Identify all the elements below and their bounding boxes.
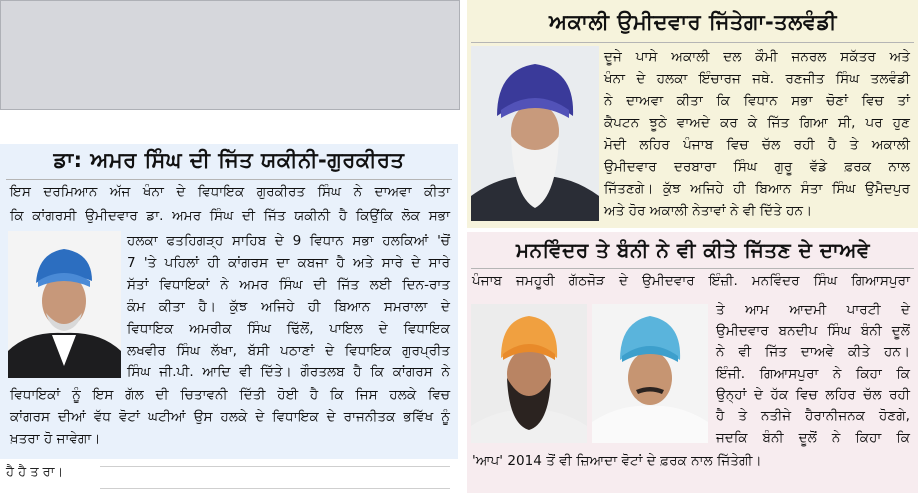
left-stray-text: ਹੈ ਹੈ ਤ ਰਾ। [6,465,64,480]
talwandi-photo [471,46,599,221]
manwinder-photo [471,304,587,443]
left-bottom-line-3: ਖ਼ਤਰਾ ਹੋ ਜਾਵੇਗਾ। [10,431,101,447]
right-bottom-line-5: ਉਨ੍ਹਾਂ ਦੇ ਹੱਕ ਵਿਚ ਲਹਿਰ ਚੱਲ ਰਹੀ [716,387,910,403]
right-bottom-line-2: ਉਮੀਦਵਾਰ ਬਨਦੀਪ ਸਿੰਘ ਬੰਨੀ ਦੂਲੋਂ [716,323,910,339]
right-top-line-5: ਮੋਦੀ ਲਹਿਰ ਪੰਜਾਬ ਵਿਚ ਚੱਲ ਰਹੀ ਹੈ ਤੇ ਅਕਾਲੀ [604,137,910,153]
right-bottom-line-1: ਤੇ ਆਮ ਆਦਮੀ ਪਾਰਟੀ ਦੇ [716,302,910,318]
left-headline: ਡਾ: ਅਮਰ ਸਿੰਘ ਦੀ ਜਿੱਤ ਯਕੀਨੀ-ਗੁਰਕੀਰਤ [53,148,405,172]
right-bottom-intro: ਪੰਜਾਬ ਜਮਹੂਰੀ ਗੱਠਜੋੜ ਦੇ ਉਮੀਦਵਾਰ ਇੰਜ਼ੀ. ਮਨਵਿੰਦਰ ਸਿੰਘ ਗਿਆਸਪੁਰਾ [472,273,910,289]
right-top-headline-rule [471,42,914,43]
right-bottom-line-6: ਹੈ ਤੇ ਨਤੀਜੇ ਹੈਰਾਨੀਜਨਕ ਹੋਣਗੇ, [716,408,910,424]
right-top-line-7: ਜਿੱਤਣਗੇ। ਕੁੱਝ ਅਜਿਹੇ ਹੀ ਬਿਆਨ ਸੰਤਾ ਸਿੰਘ ਉਮੈਦਪੁਰ [604,181,910,197]
left-headline-rule [6,179,452,180]
right-bottom-last-line: 'ਆਪ' 2014 ਤੋਂ ਵੀ ਜ਼ਿਆਦਾ ਵੋਟਾਂ ਦੇ ਫ਼ਰਕ ਨਾਲ ਜਿੱਤੇਗੀ। [472,453,762,469]
left-side-line-4: ਕੰਮ ਕੀਤਾ ਹੈ। ਕੁੱਝ ਅਜਿਹੇ ਹੀ ਬਿਆਨ ਸਮਰਾਲਾ ਦੇ [127,299,450,315]
right-bottom-headline: ਮਨਵਿੰਦਰ ਤੇ ਬੰਨੀ ਨੇ ਵੀ ਕੀਤੇ ਜਿੱਤਣ ਦੇ ਦਾਅਵੇ [515,238,870,262]
right-top-line-8: ਅਤੇ ਹੋਰ ਅਕਾਲੀ ਨੇਤਾਵਾਂ ਨੇ ਵੀ ਦਿੱਤੇ ਹਨ। [604,203,813,219]
banni-photo [592,304,708,443]
left-side-line-2: 7 'ਤੇ ਪਹਿਲਾਂ ਹੀ ਕਾਂਗਰਸ ਦਾ ਕਬਜਾ ਹੈ ਅਤੇ ਸਾਰੇ ਦੇ ਸਾਰੇ [127,255,450,271]
right-bottom-line-4: ਇੰਜੀ. ਗਿਆਸਪੁਰਾ ਨੇ ਕਿਹਾ ਕਿ [716,366,910,382]
blank-ad-box [0,0,460,110]
left-bottom-line-1: ਵਿਧਾਇਕਾਂ ਨੂੰ ਇਸ ਗੱਲ ਦੀ ਚਿਤਾਵਨੀ ਦਿੱਤੀ ਹੋਈ ਹੈ ਕਿ ਜਿਸ ਹਲਕੇ ਵਿਚ [10,387,450,403]
right-bottom-headline-rule [471,268,914,269]
right-top-headline: ਅਕਾਲੀ ਉਮੀਦਵਾਰ ਜਿੱਤੇਗਾ-ਤਲਵੰਡੀ [549,10,837,34]
left-intro-line-1: ਇਸ ਦਰਮਿਆਨ ਅੱਜ ਖੰਨਾ ਦੇ ਵਿਧਾਇਕ ਗੁਰਕੀਰਤ ਸਿੰਘ ਨੇ ਦਾਅਵਾ ਕੀਤਾ [10,184,450,200]
stray-line-fragment-2 [100,488,450,489]
left-side-line-3: ਸੱਤਾਂ ਵਿਧਾਇਕਾਂ ਨੇ ਅਮਰ ਸਿੰਘ ਦੀ ਜਿੱਤ ਲਈ ਦਿਨ-ਰਾਤ [127,277,450,293]
left-bottom-line-2: ਕਾਂਗਰਸ ਦੀਆਂ ਵੱਧ ਵੋਟਾਂ ਘਟੀਆਂ ਉਸ ਹਲਕੇ ਦੇ ਵਿਧਾਇਕ ਦੇ ਰਾਜਨੀਤਕ ਭਵਿੱਖ ਨੂੰ [10,409,450,425]
left-side-line-1: ਹਲਕਾ ਫਤਹਿਗੜ੍ਹ ਸਾਹਿਬ ਦੇ 9 ਵਿਧਾਨ ਸਭਾ ਹਲਕਿਆਂ 'ਚੋਂ [127,233,450,249]
left-side-line-7: ਸਿੰਘ ਜੀ.ਪੀ. ਆਦਿ ਵੀ ਦਿੱਤੇ। ਗੌਰਤਲਬ ਹੈ ਕਿ ਕਾਂਗਰਸ ਨੇ [127,364,450,380]
right-top-line-1: ਦੂਜੇ ਪਾਸੇ ਅਕਾਲੀ ਦਲ ਕੌਮੀ ਜਨਰਲ ਸਕੱਤਰ ਅਤੇ [604,49,910,65]
right-bottom-line-3: ਨੇ ਵੀ ਜਿੱਤ ਦਾਅਵੇ ਕੀਤੇ ਹਨ। [716,344,910,360]
left-side-line-5: ਵਿਧਾਇਕ ਅਮਰੀਕ ਸਿੰਘ ਢਿੱਲੋਂ, ਪਾਇਲ ਦੇ ਵਿਧਾਇਕ [127,321,450,337]
gurkirat-photo [8,231,121,378]
right-bottom-line-7: ਜਦਕਿ ਬੰਨੀ ਦੂਲੋਂ ਨੇ ਕਿਹਾ ਕਿ [716,430,910,446]
right-top-line-2: ਖੰਨਾ ਦੇ ਹਲਕਾ ਇੰਚਾਰਜ ਜਥੇ. ਰਣਜੀਤ ਸਿੰਘ ਤਲਵੰਡੀ [604,71,910,87]
right-top-line-6: ਉਮੀਦਵਾਰ ਦਰਬਾਰਾ ਸਿੰਘ ਗੁਰੂ ਵੱਡੇ ਫ਼ਰਕ ਨਾਲ [604,159,910,175]
right-top-line-3: ਨੇ ਦਾਅਵਾ ਕੀਤਾ ਕਿ ਵਿਧਾਨ ਸਭਾ ਚੋਣਾਂ ਵਿਚ ਤਾਂ [604,93,910,109]
stray-line-fragment [100,466,450,467]
left-side-line-6: ਲਖਵੀਰ ਸਿੰਘ ਲੱਖਾ, ਬੱਸੀ ਪਠਾਣਾਂ ਦੇ ਵਿਧਾਇਕ ਗੁਰਪ੍ਰੀਤ [127,343,450,359]
left-intro-line-2: ਕਿ ਕਾਂਗਰਸੀ ਉਮੀਦਵਾਰ ਡਾ. ਅਮਰ ਸਿੰਘ ਦੀ ਜਿੱਤ ਯਕੀਨੀ ਹੈ ਕਿਉਂਕਿ ਲੋਕ ਸਭਾ [10,208,450,224]
right-top-line-4: ਕੈਪਟਨ ਝੂਠੇ ਵਾਅਦੇ ਕਰ ਕੇ ਜਿੱਤ ਗਿਆ ਸੀ, ਪਰ ਹੁਣ [604,115,910,131]
